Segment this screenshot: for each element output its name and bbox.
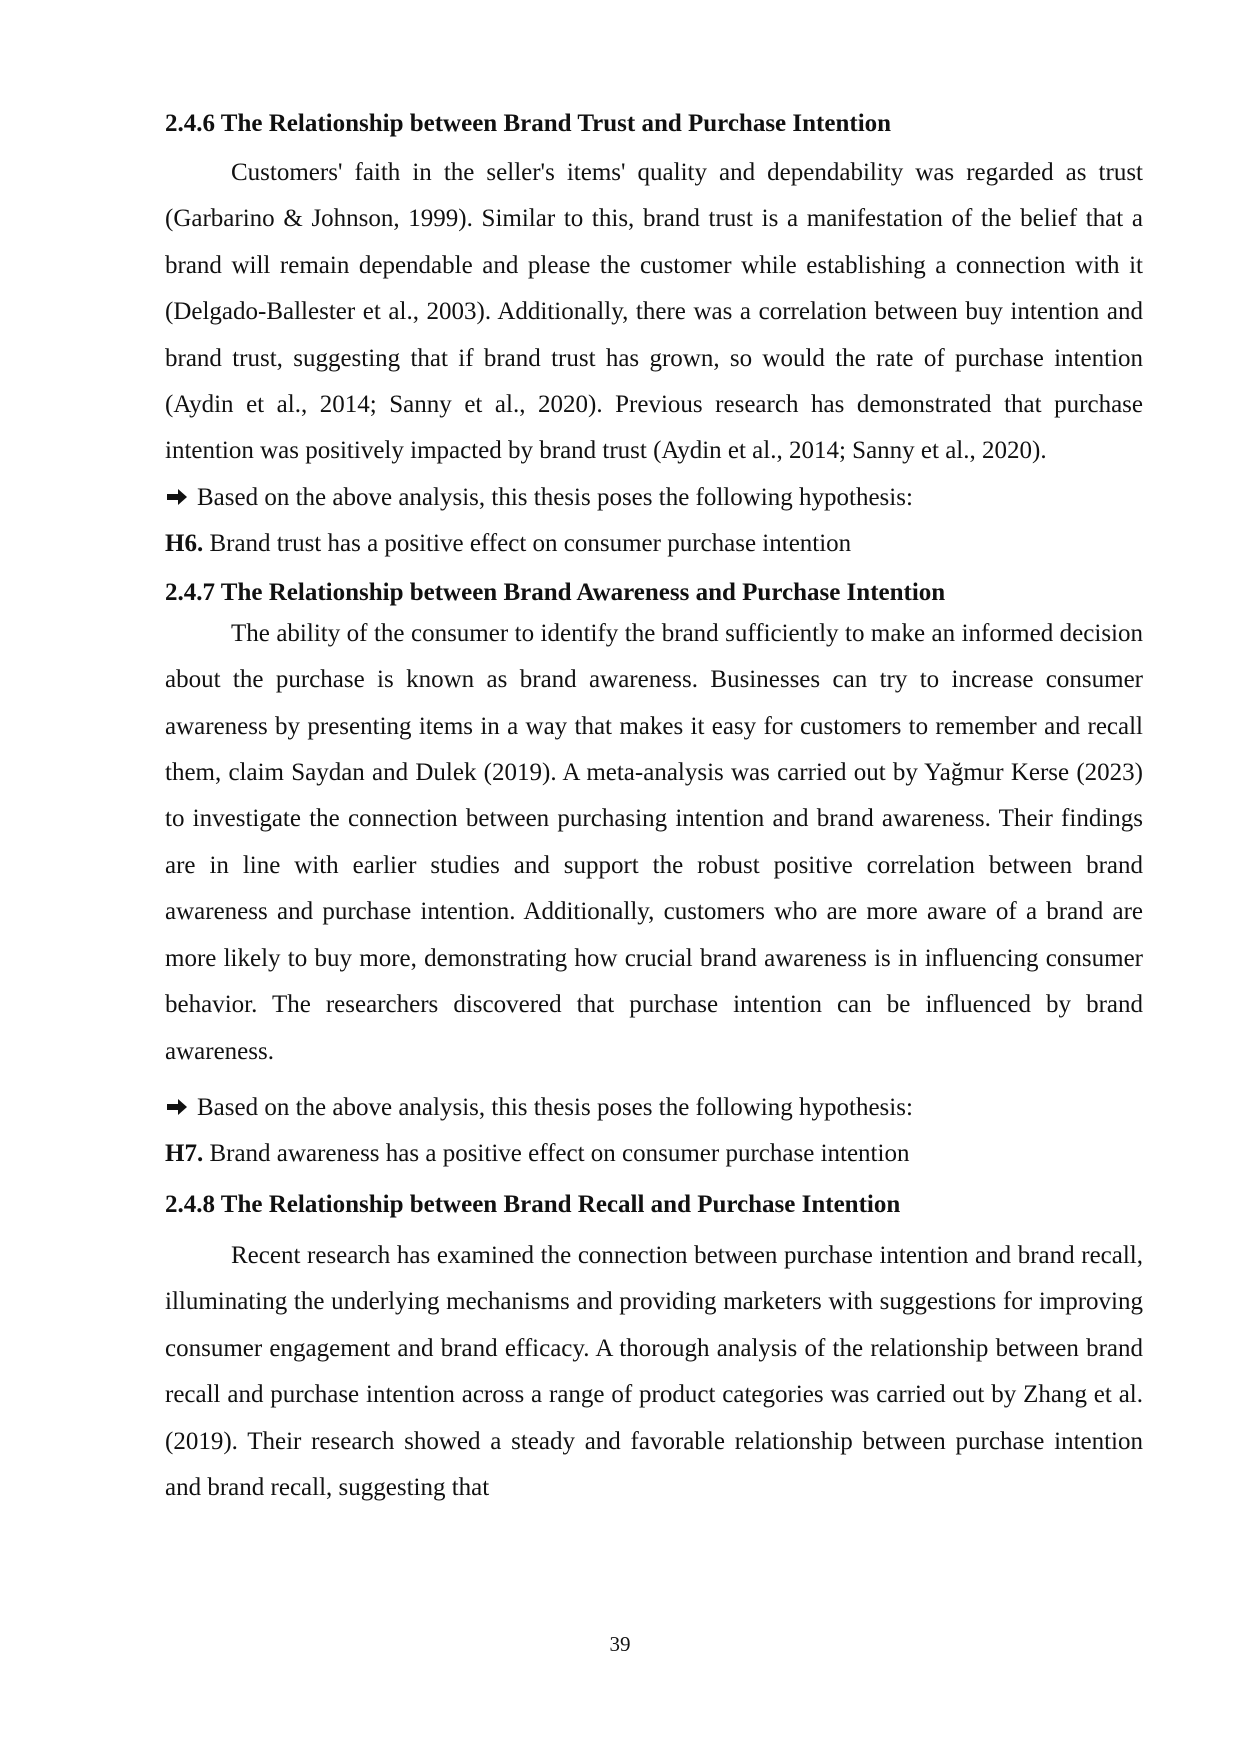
hypothesis-h6 — [165, 521, 1143, 567]
section-paragraph-2-4-6: Customers' faith in the seller's items' quality and dependability was regarded as trust (Garbarino & Johnson, 1999). Similar to this, brand trust is a manifestation of the belief that a brand will remain dependable and please the customer while establishing a connection with it (Delgado-Ballester et al., 2003). Additionally, there was a correlation between buy intention and brand trust, suggesting that if brand trust has grown, so would the rate of purchase intention (Aydin et al., 2014; Sanny et al., 2020). Previous research has demonstrated that purchase intention was positively impacted by brand trust (Aydin et al., 2014; Sanny et al., 2020). — [165, 159, 1143, 465]
lead-in-text: Based on the above analysis, this thesis poses the following hypothesis: — [197, 1093, 913, 1121]
hypothesis-label: H6. — [165, 529, 204, 557]
hypothesis-lead-in — [165, 475, 1143, 521]
section-paragraph-2-4-7: The ability of the consumer to identify the brand sufficiently to make an informed decision about the purchase is known as brand awareness. Businesses can try to increase consumer awareness by presenting items in a way that makes it easy for customers to remember and recall them, claim Saydan and Dulek (2019). A meta-analysis was carried out by Yağmur Kerse (2023) to investigate the connection between purchasing intention and brand awareness. Their findings are in line with earlier studies and support the robust positive correlation between brand awareness and purchase intention. Additionally, customers who are more aware of a brand are more likely to buy more, demonstrating how crucial brand awareness is in influencing consumer behavior. The researchers discovered that purchase intention can be influenced by brand awareness. — [165, 619, 1143, 1065]
lead-in-text: Based on the above analysis, this thesis poses the following hypothesis: — [197, 483, 913, 511]
section-heading-2-4-7: 2.4.7 The Relationship between Brand Awareness and Purchase Intention — [165, 578, 946, 606]
hypothesis-label: H7. — [165, 1139, 204, 1167]
page-number: 39 — [609, 1632, 631, 1656]
hypothesis-lead-in — [165, 1085, 1143, 1131]
section-paragraph-2-4-8: Recent research has examined the connection between purchase intention and brand recall, illuminating the underlying mechanisms and providing marketers with suggestions for improving consumer engagement and brand efficacy. A thorough analysis of the relationship between brand recall and purchase intention across a range of product categories was carried out by Zhang et al. (2019). Their research showed a steady and favorable relationship between purchase intention and brand recall, suggesting that — [165, 1241, 1143, 1501]
section-heading-2-4-8: 2.4.8 The Relationship between Brand Recall and Purchase Intention — [165, 1190, 901, 1218]
hypothesis-text: Brand awareness has a positive effect on consumer purchase intention — [209, 1139, 910, 1167]
hypothesis-text: Brand trust has a positive effect on consumer purchase intention — [209, 529, 852, 557]
section-heading-2-4-6: 2.4.6 The Relationship between Brand Trust and Purchase Intention — [165, 110, 892, 137]
right-arrow-icon — [165, 1085, 197, 1131]
right-arrow-icon — [165, 475, 197, 521]
document-page — [165, 108, 1143, 1511]
hypothesis-h7 — [165, 1131, 1143, 1177]
